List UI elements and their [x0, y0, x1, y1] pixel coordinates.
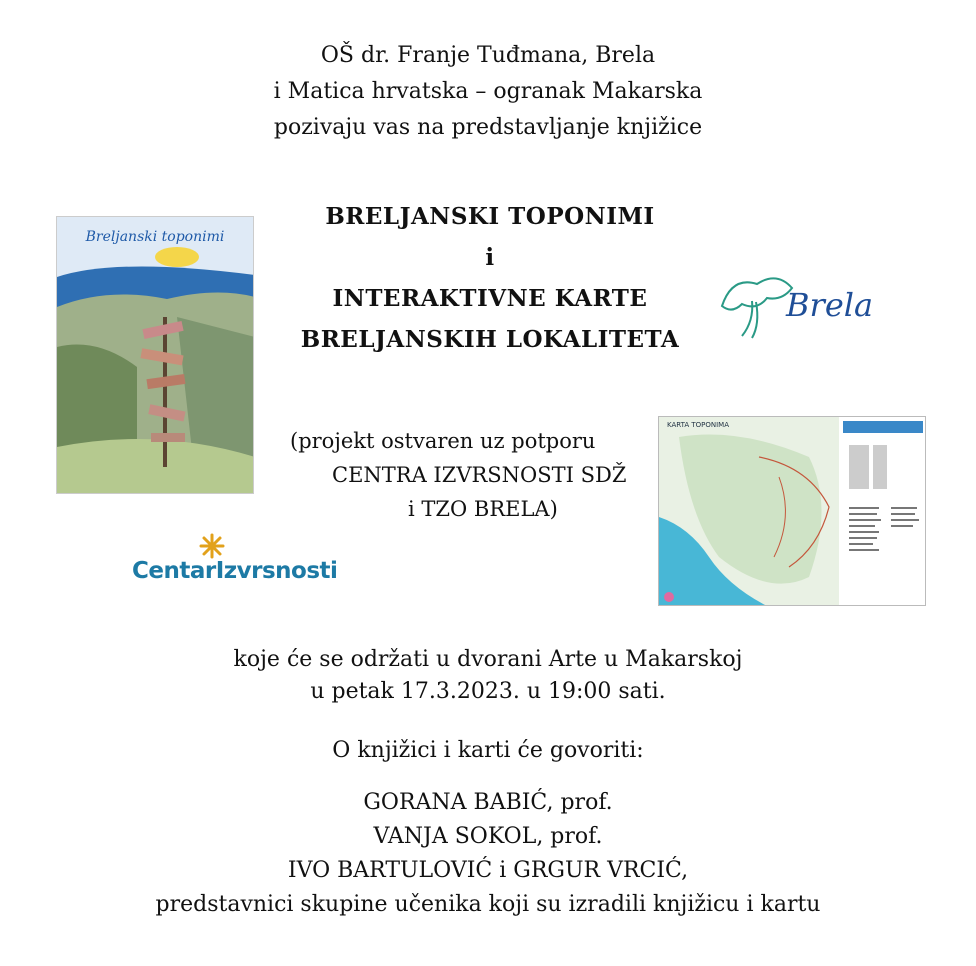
speaker-1: GORANA BABIĆ, prof. [363, 790, 613, 815]
project-support-block [260, 424, 680, 526]
intro-block [0, 38, 976, 146]
centar-izvrsnosti-logo [132, 532, 372, 592]
co-organizer-line: i Matica hrvatska – ogranak Makarska [273, 79, 703, 104]
invitation-line: pozivaju vas na predstavljanje knjižice [273, 115, 703, 140]
organizer-line: OŠ dr. Franje Tuđmana, Brela [320, 43, 656, 68]
brela-logo [712, 266, 872, 346]
title-line-4: BRELJANSKIH LOKALITETA [300, 326, 680, 353]
event-date-line: u petak 17.3.2023. u 19:00 sati. [310, 679, 666, 704]
speaker-students: IVO BARTULOVIĆ i GRGUR VRCIĆ, [287, 858, 689, 883]
title-line-2: i [485, 244, 495, 271]
event-venue-line: koje će se održati u dvorani Arte u Makarskoj [233, 647, 743, 672]
book-cover-image [56, 216, 254, 494]
book-cover-drawing [57, 217, 254, 494]
toponym-map-image [658, 416, 926, 606]
speaker-students-description: predstavnici skupine učenika koji su izradili knjižicu i kartu [155, 892, 821, 917]
title-line-3: INTERAKTIVNE KARTE [332, 285, 648, 312]
project-line-2: CENTRA IZVRSNOSTI SDŽ [332, 463, 627, 487]
map-drawing [659, 417, 926, 606]
speaker-2: VANJA SOKOL, prof. [373, 824, 603, 849]
title-line-1: BRELJANSKI TOPONIMI [325, 203, 655, 230]
speakers-list [0, 786, 976, 922]
project-line-3: i TZO BRELA) [408, 497, 558, 521]
speakers-heading: O knjižici i karti će govoriti: [332, 738, 644, 763]
project-line-1: (projekt ostvaren uz potporu [290, 429, 596, 453]
brela-wordmark: Brela [786, 286, 874, 324]
book-title [220, 196, 760, 360]
map-title: KARTA TOPONIMA [667, 421, 730, 429]
event-details [0, 644, 976, 708]
centar-wordmark: CentarIzvrsnosti [132, 558, 338, 584]
book-cover-title: Breljanski toponimi [85, 229, 225, 245]
